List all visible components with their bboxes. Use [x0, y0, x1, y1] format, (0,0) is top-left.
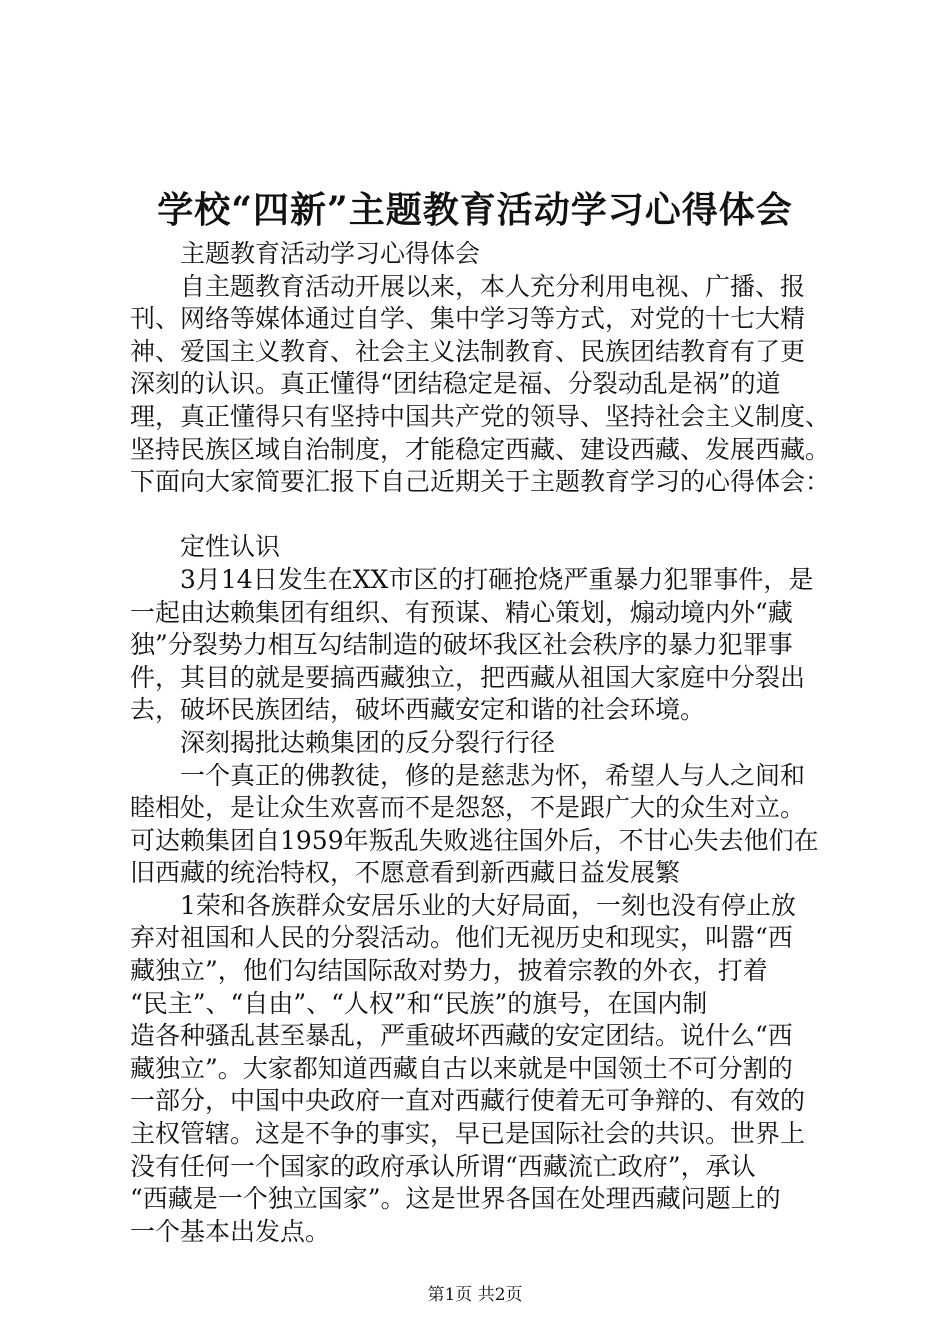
paragraph-line: 理，真正懂得只有坚持中国共产党的领导、坚持社会主义制度、	[130, 401, 831, 431]
paragraph-line: 睦相处，是让众生欢喜而不是怨怒，不是跟广大的众生对立。	[130, 793, 806, 823]
paragraph-line: 造各种骚乱甚至暴乱，严重破坏西藏的安定团结。说什么“西	[130, 1021, 793, 1051]
paragraph-line: 神、爱国主义教育、社会主义法制教育、民族团结教育有了更	[130, 336, 806, 366]
paragraph-line: 一个基本出发点。	[130, 1216, 331, 1246]
paragraph-line: 1荣和各族群众安居乐业的大好局面，一刻也没有停止放	[180, 890, 796, 920]
paragraph-line: 藏独立”，他们勾结国际敌对势力，披着宗教的外衣，打着	[130, 956, 768, 986]
paragraph-line: 弃对祖国和人民的分裂活动。他们无视历史和现实，叫嚣“西	[130, 923, 793, 953]
subtitle: 主题教育活动学习心得体会	[180, 239, 481, 268]
paragraph-intro	[130, 271, 850, 499]
paragraph-line: 主权管辖。这是不争的事实，早已是国际社会的共识。世界上	[130, 1119, 806, 1149]
paragraph-line: 下面向大家简要汇报下自己近期关于主题教育学习的心得体会：	[130, 467, 831, 497]
paragraph-line: 独”分裂势力相互勾结制造的破坏我区社会秩序的暴力犯罪事	[130, 630, 793, 660]
blank-line	[130, 499, 850, 532]
paragraph-line: “民主”、“自由”、“人权”和“民族”的旗号，在国内制	[130, 988, 708, 1018]
paragraph-line: 藏独立”。大家都知道西藏自古以来就是中国领土不可分割的	[130, 1053, 793, 1083]
paragraph-line: 一起由达赖集团有组织、有预谋、精心策划，煽动境内外“藏	[130, 597, 793, 627]
paragraph-incident	[130, 564, 850, 727]
paragraph-line: 刊、网络等媒体通过自学、集中学习等方式，对党的十七大精	[130, 304, 806, 334]
paragraph-line: 一个真正的佛教徒，修的是慈悲为怀，希望人与人之间和	[180, 760, 806, 790]
paragraph-line: 坚持民族区域自治制度，才能稳定西藏、建设西藏、发展西藏。	[130, 434, 831, 464]
document-title: 学校“四新”主题教育活动学习心得体会	[157, 189, 793, 231]
paragraph-line: 没有任何一个国家的政府承认所谓“西藏流亡政府”，承认	[130, 1151, 756, 1181]
paragraph-separatism	[130, 890, 850, 1249]
paragraph-line: “西藏是一个独立国家”。这是世界各国在处理西藏问题上的	[130, 1184, 781, 1214]
paragraph-line: 去，破坏民族团结，破坏西藏安定和谐的社会环境。	[130, 695, 706, 725]
paragraph-line: 件，其目的就是要搞西藏独立，把西藏从祖国大家庭中分裂出	[130, 662, 806, 692]
section-heading: 深刻揭批达赖集团的反分裂行行径	[180, 727, 556, 757]
document-body	[130, 238, 850, 1248]
paragraph-buddhist	[130, 760, 850, 890]
paragraph-line: 旧西藏的统治特权，不愿意看到新西藏日益发展繁	[130, 858, 681, 888]
section-heading: 定性认识	[180, 532, 281, 562]
paragraph-line: 3月14日发生在XX市区的打砸抢烧严重暴力犯罪事件，是	[180, 564, 814, 594]
paragraph-line: 一部分，中国中央政府一直对西藏行使着无可争辩的、有效的	[130, 1086, 806, 1116]
page-footer: 第1页 共2页	[427, 1285, 523, 1305]
paragraph-line: 深刻的认识。真正懂得“团结稳定是福、分裂动乱是祸”的道	[130, 369, 781, 399]
paragraph-line: 可达赖集团自1959年叛乱失败逃往国外后，不甘心失去他们在	[130, 825, 819, 855]
paragraph-line: 自主题教育活动开展以来，本人充分利用电视、广播、报	[180, 271, 806, 301]
